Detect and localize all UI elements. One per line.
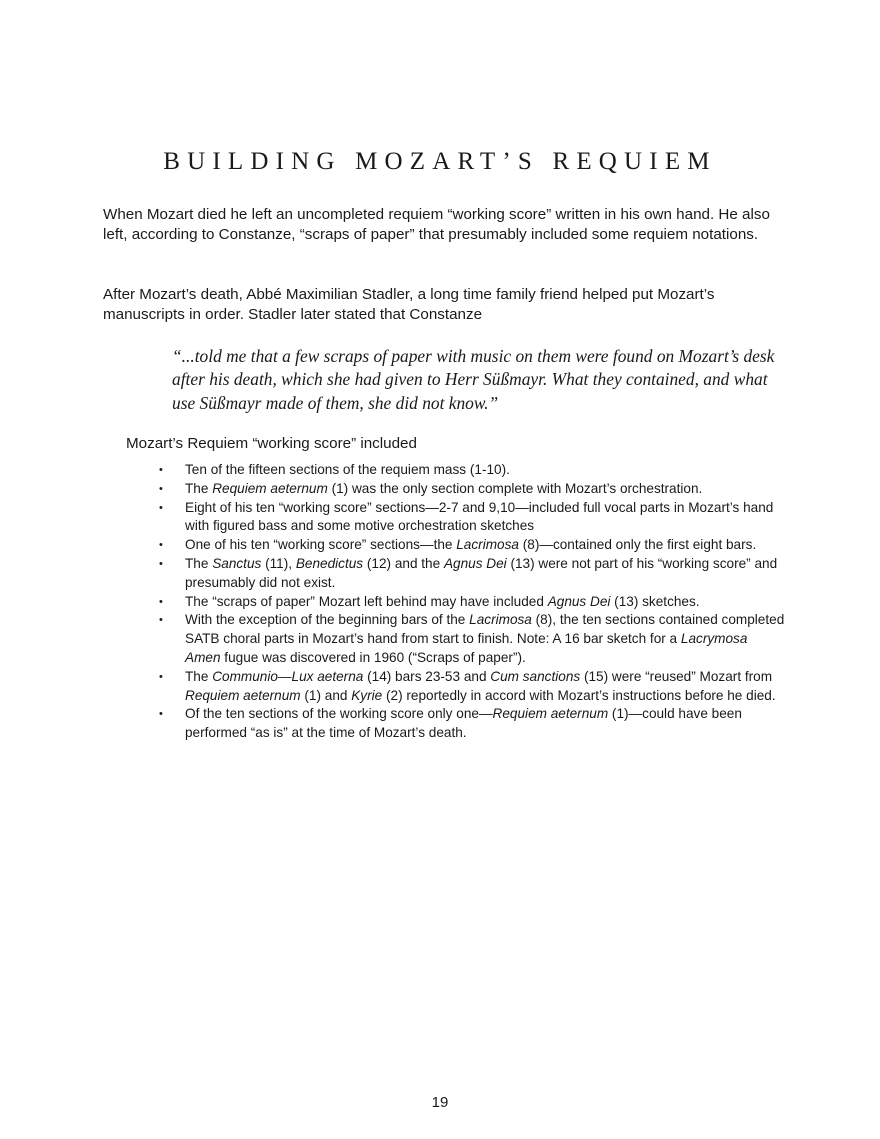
list-item-text: Ten of the fifteen sections of the requiem mass (1-10). [185, 462, 510, 477]
stadler-paragraph: After Mozart’s death, Abbé Maximilian Stadler, a long time family friend helped put Mozart’s manuscripts in order. Stadler later stated that Constanze [103, 286, 715, 323]
italic-title: Communio—Lux aeterna [212, 668, 364, 684]
bullet-icon: • [159, 464, 163, 476]
bullet-icon: • [159, 670, 163, 683]
list-item-text: (15) were “reused” Mozart from [580, 668, 773, 684]
list-item-text: (13) sketches. [610, 593, 700, 609]
italic-title: Benedictus [295, 555, 364, 571]
list-item [155, 611, 785, 667]
italic-title: Agnus Dei [547, 593, 611, 609]
bullet-icon: • [159, 482, 163, 495]
list-item-text: (13) were not part of his “working score” and presumably did not exist. [185, 555, 778, 590]
list-item-text: (12) and the [363, 555, 444, 571]
constanze-quote: “...told me that a few scraps of paper with music on them were found on Mozart’s desk after his death, which she had given to Herr Süßmayr. What they contained, and what use Süßmayr made of them, she did not know.” [172, 346, 775, 413]
list-item-text: Eight of his ten “working score” sections—2-7 and 9,10—included full vocal parts in Mozart’s hand with figured bass and some motive orchestration sketches [185, 499, 774, 534]
list-item-text: The [185, 668, 213, 684]
italic-title: Agnus Dei [443, 555, 507, 571]
list-item-text: With the exception of the beginning bars of the [185, 612, 470, 628]
list-item [155, 480, 785, 499]
list-item-text: The [185, 480, 213, 496]
italic-title: Requiem aeternum [185, 687, 301, 703]
list-item [155, 668, 785, 706]
list-item-text: The “scraps of paper” Mozart left behind may have included [185, 593, 548, 609]
italic-title: Lacrymosa Amen [185, 631, 748, 665]
list-item-text: (8)—contained only the first eight bars. [518, 537, 757, 553]
list-item-text: The [185, 555, 213, 571]
working-score-list [155, 461, 785, 743]
italic-title: Requiem aeternum [212, 480, 328, 496]
bullet-icon: • [159, 708, 163, 721]
list-item-text: fugue was discovered in 1960 (“Scraps of paper”). [220, 649, 526, 665]
list-item [155, 461, 785, 480]
bullet-icon: • [159, 557, 163, 570]
bullet-icon: • [159, 501, 163, 514]
list-item-text: (14) bars 23-53 and [363, 668, 491, 684]
list-item [155, 705, 785, 743]
list-item-text: (8), the ten sections contained completed SATB choral parts in Mozart’s hand from start to finish. Note: A 16 bar sketch for a [185, 612, 785, 647]
bullet-icon: • [159, 595, 163, 608]
list-item-text: One of his ten “working score” sections—the [185, 537, 457, 553]
italic-title: Kyrie [351, 687, 383, 703]
list-item [155, 555, 785, 593]
list-item-text: Of the ten sections of the working score only one— [185, 706, 493, 722]
bullet-icon: • [159, 614, 163, 627]
list-item-text: (11), [261, 555, 296, 571]
list-item-text: (1) was the only section complete with Mozart’s orchestration. [327, 480, 703, 496]
italic-title: Lacrimosa [456, 537, 519, 553]
list-item-text: (1) and [300, 687, 352, 703]
page-number: 19 [431, 1094, 449, 1111]
italic-title: Sanctus [212, 555, 262, 571]
italic-title: Requiem aeternum [492, 706, 609, 722]
italic-title: Cum sanctions [490, 668, 581, 684]
intro-paragraph: When Mozart died he left an uncompleted requiem “working score” written in his own hand. He also left, according to Constanze, “scraps of paper” that presumably included some requiem notations. [103, 206, 770, 243]
page-title: BUILDING MOZART’S REQUIEM [163, 148, 717, 175]
list-heading: Mozart’s Requiem “working score” included [126, 435, 417, 452]
list-item [155, 536, 785, 555]
list-item [155, 499, 785, 537]
italic-title: Lacrimosa [469, 612, 532, 628]
list-item-text: (2) reportedly in accord with Mozart’s instructions before he died. [382, 687, 776, 703]
list-item [155, 593, 785, 612]
bullet-icon: • [159, 539, 163, 552]
list-item-text: (1)—could have been performed “as is” at the time of Mozart’s death. [185, 706, 742, 741]
